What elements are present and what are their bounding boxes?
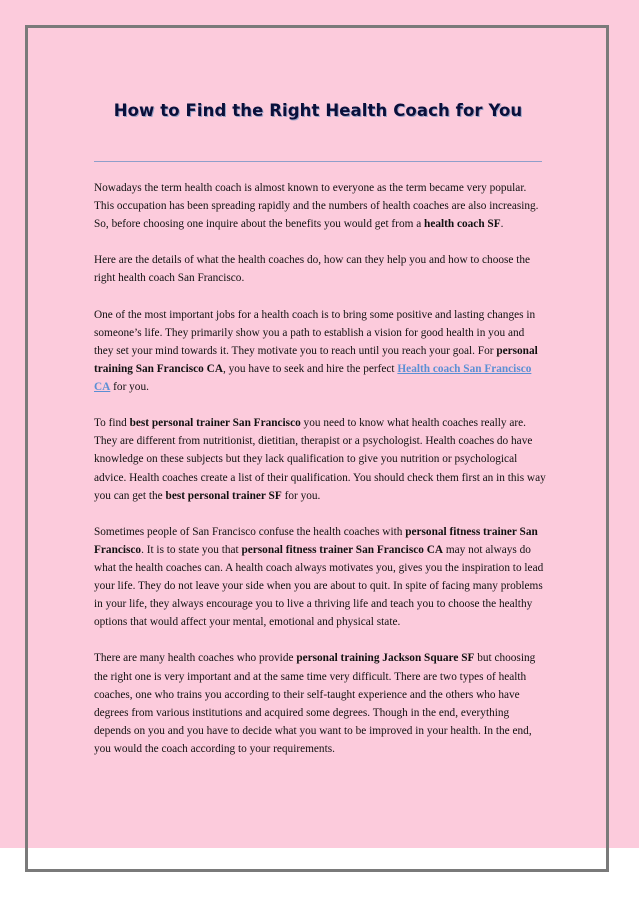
bold-keyword: personal fitness trainer San Francisco [94,525,538,556]
paragraph-text: There are many health coaches who provide [94,652,297,665]
paragraph-text: you need to know what health coaches really are. They are different from nutritionist, dietitian, therapist or a psychologist. Health coaches do have knowledge on these subjects but they lack qualification to give you nutrition or psychological advice. Health coaches create a list of their qualification. You should check them first an in this way you can get the [94,417,546,502]
paragraph-text: . [500,218,504,231]
bold-keyword: personal fitness trainer San Francisco CA [241,543,444,556]
article-body [94,179,546,776]
paragraph-text: may not always do what the health coaches can. A health coach always motivates you, gives you the inspiration to lead your life. They do not leave your side when you are about to quit. In spite of facing many problems in your life, they always encourage you to live a thriving life and teach you to choose the healthy options that would affect your mental, emotional and physical state. [94,543,544,629]
paragraph [94,179,546,233]
health-coach-link[interactable]: Health coach San Francisco CA [94,362,532,394]
paragraph [94,414,546,504]
bold-keyword: best personal trainer San Francisco [129,417,301,430]
paragraph-text: . It is to state you that [141,543,242,556]
paragraph [94,649,546,758]
paragraph-text: Nowadays the term health coach is almost known to everyone as the term became very popular. This occupation has been spreading rapidly and the numbers of health coaches are also increasing. So, before choosing one inquire about the benefits you would get from a [94,182,539,231]
bold-keyword: best personal trainer SF [165,489,282,502]
paragraph-text: , you have to seek and hire the perfect [222,362,398,375]
paragraph [94,523,546,632]
paragraph-text: for you. [281,489,321,502]
title-divider [94,161,542,162]
bold-keyword: health coach SF [424,218,501,231]
paragraph [94,306,546,396]
paragraph-text: Sometimes people of San Francisco confuse the health coaches with [94,525,406,538]
paragraph-text: for you. [110,381,149,394]
paragraph-text: but choosing the right one is very important and at the same time very difficult. There are two types of health coaches, one who trains you according to their self-taught experience and the others who have degrees from various institutions and acquired some degrees. Though in the end, everything depends on you and you have to decide what you want to be improved in your health. In the end, you would the coach according to your requirements. [94,652,536,755]
paragraph-text: One of the most important jobs for a health coach is to bring some positive and lasting changes in someone’s life. They primarily show you a path to establish a vision for good health in you and they set your mind towards it. They motivate you to reach until you reach your goal. For [94,308,536,357]
paragraph-text: Here are the details of what the health coaches do, how can they help you and how to choose the right health coach San Francisco. [94,254,531,285]
paragraph [94,251,546,287]
bold-keyword: personal training San Francisco CA [94,344,538,375]
paragraph-text: To find [94,417,130,430]
bold-keyword: personal training Jackson Square SF [296,652,475,665]
document-title: How to Find the Right Health Coach for You [113,101,523,120]
